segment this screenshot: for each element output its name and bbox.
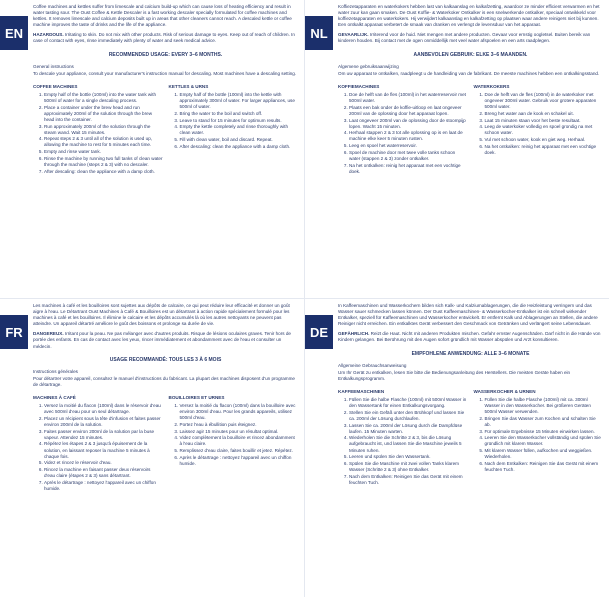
step-item: 1. Empty half of the bottle (100ml) into the kettle with approximately 300ml of water. For larger appliances, use 500ml of water. [180,92,299,110]
column-coffee-machines [33,84,163,175]
column-kettles [474,84,604,175]
step-item: 2. Bring the water to the boil and switch off. [180,111,299,117]
column-title: MACHINES À CAFÉ [33,395,76,401]
step-item: 7. Après le détartrage : nettoyez l'appareil avec un chiffon humide. [44,480,163,492]
step-item: 4. Empty the kettle completely and rinse thoroughly with clean water. [180,124,299,136]
step-item: 3. Laat 15 minuten staan voor het beste resultaat. [485,118,604,124]
step-item: 4. Leeren Sie den Wasserkocher vollständig und spülen Sie gründlich mit klarem Wasser. [485,435,604,447]
step-item: 3. Faites passer environ 200ml de la solution par la buse vapeur. Attendez 15 minutes. [44,429,163,441]
warning-text: Irritant pour la peau. Ne pas mélanger avec d'autres produits. Risque de lésions oculaires graves. Tenir hors de portée des enfants. En cas de contact avec les yeux, rincer immédiatement et abondamment avec de l'eau et consulter un médecin. [33,331,291,349]
column-title: KOFFIEMACHINES [338,83,380,89]
step-item: 1. Doe de helft van de fles (100ml) in het waterreservoir met 500ml water. [349,92,468,104]
steps-list [338,92,468,175]
warning-title: GEFÄHRLICH. [338,331,370,337]
usage-heading: RECOMMENDED USAGE: EVERY 3–6 MONTHS. [108,51,223,58]
warning-text: Reizt die Haut. Nicht mit anderen Produkten mischen. Gefahr ernster Augenschäden. Darf nicht in die Hände von Kindern gelangen. Bei Berührung mit den Augen sofort gründlich mit Wasser abspülen und Arzt konsultieren. [338,331,601,343]
column-coffee-machines [338,389,468,487]
step-item: 6. Spoel de machine door met twee volle tanks schoon water (stappen 2 & 3) zonder ontkalker. [349,150,468,162]
warning-title: DANGEREUX. [33,331,64,337]
section-nl [305,0,609,298]
step-item: 6. Après le détartrage : nettoyez l'appareil avec un chiffon humide. [180,455,299,467]
warning-paragraph [338,32,603,44]
instruction-columns [338,84,603,175]
steps-list [33,92,163,175]
section-content [338,4,603,296]
step-item: 7. Nach dem Entkalken: Reinigen Sie das Gerät mit einem feuchten Tuch. [349,474,468,486]
intro-paragraph: Koffiezetapparaten en waterkokers hebben last van kalkaanslag en kalkafzetting, waardoor ze minder efficient verwarmen en het water zuur kan gaan smaken. De Oust Koffie- & Waterkoker Ontkalker is een snelwerkende ontkalker, speciaal ontwikkeld voor koffiezetapparaten en waterkokers. Hij verwijdert kalkaanslag en kalkafzetting op plaatsen waar andere reinigers niet bij kunnen. Een ontkalkt apparaat verbetert de smaak van dranken en verlengt de levensduur van het apparaat. [338,4,600,28]
step-item: 6. Rincez la machine en faisant passer deux réservoirs d'eau claire (étapes 2 & 3) sans détartrant. [44,467,163,479]
general-instructions-text: Om uw apparaat te ontkalken, raadpleegt u de handleiding van de fabrikant. De meeste machines hebben een ontkalkingsstand. [338,70,600,76]
step-item: 4. Repeat steps 2 & 3 until all of the solution is used up, allowing the machine to rest for 5 minutes each time. [44,136,163,148]
step-item: 5. Empty and rinse water tank. [44,149,163,155]
section-content [33,4,298,296]
language-badge: NL [305,16,333,50]
general-instructions-title: Allgemeine Gebrauchsanweisung [338,362,407,368]
steps-list [169,92,299,150]
step-item: 4. Leeg de waterkoker volledig en spoel grondig na met schoon water. [485,124,604,136]
step-item: 3. Leave to stand for 15 minutes for optimum results. [180,118,299,124]
step-item: 3. Für optimale Ergebnisse 15 Minuten einwirken lassen. [485,429,604,435]
warning-paragraph [33,331,298,349]
general-instructions-text: Um Ihr Gerät zu entkalken, lesen Sie bitte die Bedienungsanleitung des Herstellers. Die meisten Geräte haben ein Entkalkungsprogramm. [338,369,571,381]
step-item: 2. Bringen Sie das Wasser zum Kochen und schalten Sie ab. [485,416,604,428]
section-de [305,299,609,597]
steps-list [338,397,468,486]
column-coffee-machines [338,84,468,175]
step-item: 5. Fill with clean water, boil and discard. Repeat. [180,137,299,143]
step-item: 2. Breng het water aan de kook en schakel uit. [485,111,604,117]
step-item: 5. Remplissez d'eau claire, faites bouillir et jetez. Répétez. [180,448,299,454]
step-item: 2. Place a container under the brew head and run approximately 200ml of the solution through the brew head into the container. [44,105,163,123]
usage-heading: EMPFOHLENE ANWENDUNG: ALLE 3–6 MONATE [411,350,530,357]
warning-title: GEVAARLIJK. [338,32,369,38]
step-item: 4. Herhaal stappen 2 & 3 tot alle oplossing op is en laat de machine elke keer 5 minuten rusten. [349,130,468,142]
step-item: 7. After descaling: clean the appliance with a damp cloth. [44,169,163,175]
column-title: KETTLES & URNS [168,83,209,89]
section-fr [0,299,304,597]
steps-list [474,397,604,473]
steps-list [33,403,163,492]
step-item: 2. Placez un récipient sous la tête d'infusion et faites passer environ 200ml de la solution. [44,416,163,428]
step-item: 5. Mit klarem Wasser füllen, aufkochen und weggießen. Wiederholen. [485,448,604,460]
step-item: 2. Plaats een bak onder de koffie-uitloop en laat ongeveer 200ml van de oplossing door het apparaat lopen. [349,105,468,117]
step-item: 3. Laat ongeveer 200ml van de oplossing door de stoompijp lopen. Wacht 15 minuten. [349,118,468,130]
warning-title: HAZARDOUS. [33,32,64,38]
general-instructions-text: To descale your appliance, consult your manufacturer's instruction manual for descaling. Most machines have a descaling setting. [33,70,297,76]
step-item: 1. Doe de helft van de fles (100ml) in de waterkoker met ongeveer 300ml water. Gebruik voor grotere apparaten 500ml water. [485,92,604,110]
step-item: 4. Wiederholen Sie die Schritte 2 & 3, bis die Lösung aufgebraucht ist, und lassen Sie die Maschine jeweils 5 Minuten ruhen. [349,435,468,453]
column-title: WATERKOKERS [473,83,510,89]
step-item: 5. Leeren und spülen Sie den Wassertank. [349,454,468,460]
usage-heading: USAGE RECOMMANDÉ: TOUS LES 3 À 6 MOIS [109,356,222,363]
step-item: 2. Portez l'eau à ébullition puis éteignez. [180,422,299,428]
step-item: 1. Füllen Sie die halbe Flasche (100ml) mit ca. 300ml Wasser in den Wasserkocher. Bei größeren Geräten 500ml Wasser verwenden. [485,397,604,415]
general-instructions-title: Instructions générales [33,368,78,374]
steps-list [169,403,299,467]
warning-text: Irriterend voor de huid. Niet mengen met andere producten. Gevaar voor ernstig oogletsel. Buiten bereik van kinderen houden. Bij contact met de ogen onmiddellijk met veel water afspoelen en een arts raadplegen. [338,32,591,44]
section-content [33,303,298,595]
step-item: 1. Füllen Sie die halbe Flasche (100ml) mit 500ml Wasser in den Wassertank für einen Entkalkungsvorgang. [349,397,468,409]
step-item: 6. After descaling: clean the appliance with a damp cloth. [180,144,299,150]
step-item: 4. Répétez les étapes 2 & 3 jusqu'à épuisement de la solution, en laissant reposer la machine 5 minutes à chaque fois. [44,441,163,459]
step-item: 6. Spülen Sie die Maschine mit zwei vollen Tanks klarem Wasser (Schritte 2 & 3) ohne Entkalker. [349,461,468,473]
general-instructions-title: General instructions [33,63,74,69]
warning-paragraph [338,331,603,343]
intro-paragraph: Coffee machines and kettles suffer from limescale and calcium build-up which can cause loss of heating efficiency and result in water tasting sour. The Oust Coffee & Kettle Descaler is a fast working descaler specially formulated for coffee machines and kettles. It removes limescale and calcium deposits built up in areas that other cleaners cannot reach. A descaled kettle or coffee machine improves the taste of drinks and the life of the appliance. [33,4,292,28]
step-item: 3. Run approximately 200ml of the solution through the steam wand. Wait 15 minutes. [44,124,163,136]
warning-paragraph [33,32,298,44]
intro-paragraph: Les machines à café et les bouilloires sont sujettes aux dépôts de calcaire, ce qui peut réduire leur efficacité et donner un goût aigre à l'eau. Le Détartrant Oust Machines à Café & Bouilloires est un détartrant à action rapide spécialement formulé pour les machines à café et les bouilloires. Il élimine le calcaire et les dépôts accumulés là où les autres nettoyants ne peuvent pas atteindre. Un appareil détartré améliore le goût des boissons et prolonge sa durée de vie. [33,303,290,327]
column-title: WASSERKOCHER & URNEN [473,388,536,394]
language-badge: DE [305,315,333,349]
language-badge: EN [0,16,28,50]
step-item: 1. Empty half of the bottle (100ml) into the water tank with 500ml of water for a single descaling process. [44,92,163,104]
section-content [338,303,603,595]
step-item: 2. Stellen Sie ein Gefäß unter den Brühkopf und lassen Sie ca. 200ml der Lösung durchlaufen. [349,410,468,422]
section-en [0,0,304,298]
column-title: COFFEE MACHINES [33,83,78,89]
steps-list [474,92,604,156]
column-coffee-machines [33,395,163,493]
step-item: 5. Videz et rincez le réservoir d'eau. [44,460,163,466]
column-kettles [474,389,604,487]
general-instructions-text: Pour détartrer votre appareil, consultez le manuel d'instructions du fabricant. La plupart des machines disposent d'un programme de détartrage. [33,375,295,387]
language-badge: FR [0,315,28,349]
step-item: 1. Versez la moitié du flacon (100ml) dans la bouilloire avec environ 300ml d'eau. Pour les grands appareils, utilisez 500ml d'eau. [180,403,299,421]
step-item: 6. Rinse the machine by running two full tanks of clean water through the machine (steps 2 & 3) with no descaler. [44,156,163,168]
step-item: 4. Videz complètement la bouilloire et rincez abondamment à l'eau claire. [180,435,299,447]
step-item: 3. Laissez agir 15 minutes pour un résultat optimal. [180,429,299,435]
column-title: BOUILLOIRES ET URNES [168,395,225,401]
step-item: 6. Nach dem Entkalken: Reinigen Sie das Gerät mit einem feuchten Tuch. [485,461,604,473]
warning-text: Irritating to skin. Do not mix with other products. Risk of serious damage to eyes. Keep out of reach of children. In case of contact with eyes, rinse immediately with plenty of water and seek medical advice. [33,32,295,44]
step-item: 3. Lassen Sie ca. 200ml der Lösung durch die Dampfdüse laufen. 15 Minuten warten. [349,423,468,435]
column-kettles [169,395,299,493]
intro-paragraph: In Kaffeemaschinen und Wasserkochern bilden sich Kalk- und Kalziumablagerungen, die die Heizleistung verringern und das Wasser sauer schmecken lassen können. Der Oust Kaffeemaschinen- & Wasserkocher-Entkalker ist ein schnell wirkender Entkalker, speziell für Kaffeemaschinen und Wasserkocher entwickelt. Er entfernt Kalk und Ablagerungen an Stellen, die andere Reiniger nicht erreichen. Ein entkalktes Gerät verbessert den Geschmack von Getränken und verlängert seine Lebensdauer. [338,303,598,327]
step-item: 5. Vul met schoon water, kook en giet weg. Herhaal. [485,137,604,143]
general-instructions-title: Algemene gebruiksaanwijzing [338,63,399,69]
step-item: 1. Versez la moitié du flacon (100ml) dans le réservoir d'eau avec 500ml d'eau pour un seul détartrage. [44,403,163,415]
step-item: 6. Na het ontkalken: reinig het apparaat met een vochtige doek. [485,144,604,156]
step-item: 7. Na het ontkalken: reinig het apparaat met een vochtige doek. [349,163,468,175]
instruction-columns [33,395,298,493]
column-title: KAFFEEMASCHINEN [338,388,385,394]
instruction-columns [33,84,298,175]
instruction-columns [338,389,603,487]
usage-heading: AANBEVOLEN GEBRUIK: ELKE 3–6 MAANDEN. [413,51,528,58]
step-item: 5. Leeg en spoel het waterreservoir. [349,143,468,149]
column-kettles [169,84,299,175]
